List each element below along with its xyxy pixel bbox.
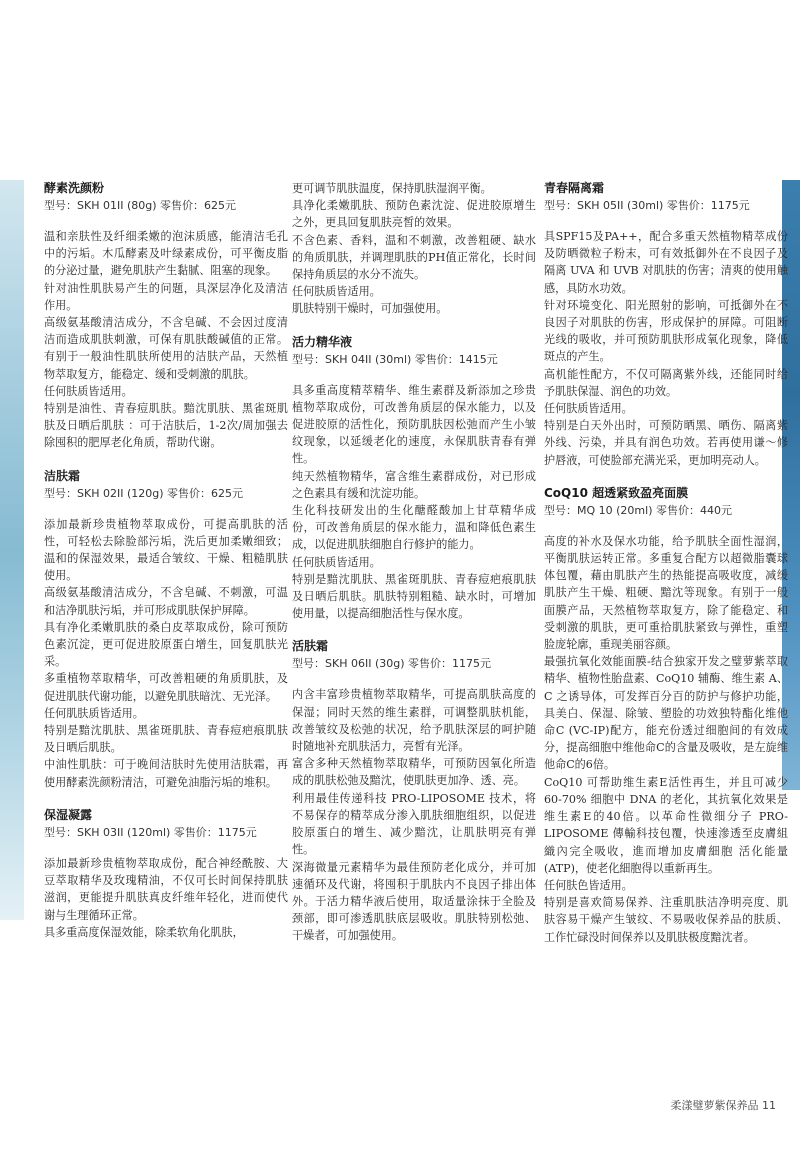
product-paragraph: 任何肤质皆适用。 <box>544 402 633 416</box>
product-meta: 型号：SKH 06II (30g) 零售价：1175元 <box>292 657 491 671</box>
product-paragraph: 肌肤特别干燥时，可加强使用。 <box>292 302 448 316</box>
product-paragraph: 不含色素、香料，温和不刺激，改善粗硬、缺水的角质肌肤，并调理肌肤的PH值正常化，长时间保持角质层的水分不流失。 <box>292 233 536 282</box>
product-meta: 型号：SKH 01II (80g) 零售价：625元 <box>44 199 236 212</box>
product-paragraph: 具多重高度保湿效能，除柔软角化肌肤， <box>44 925 244 939</box>
product-paragraph: 多重植物萃取精华，可改善粗硬的角质肌肤，及促进肌肤代谢功能，以避免肌肤暗沈、无光泽。 <box>44 672 288 703</box>
product-paragraph: 高级氨基酸清洁成分，不含皂碱、不会因过度清洁而造成肌肤刺激，可保有肌肤酸碱值的正常。有别于一般油性肌肤所使用的洁肤产品，天然植物萃取复方，能稳定、缓和受刺激的肌肤。 <box>44 316 288 381</box>
product-cleansing-cream <box>44 468 288 791</box>
product-title: 青春隔离霜 <box>544 181 605 195</box>
product-paragraph: 富含多种天然植物萃取精华，可预防因氧化所造成的肌肤松弛及黯沈，使肌肤更加净、透、亮。 <box>292 757 536 788</box>
product-paragraph: 具SPF15及PA++，配合多重天然植物精萃成份及防晒微粒子粉末，可有效抵御外在不良因子及隔离 UVA 和 UVB 对肌肤的伤害；清爽的使用触感，具防水功效。 <box>544 230 788 295</box>
product-title: 活肤霜 <box>292 639 329 654</box>
product-paragraph: 任何肤色皆适用。 <box>544 878 633 892</box>
product-moisture-gel <box>44 807 288 941</box>
product-paragraph: 最强抗氧化效能面膜-结合独家开发之璧萝紫萃取精华、植物性胎盘素、CoQ10 辅酶、维生素 A、C 之诱导体，可发挥百分百的防护与修护功能，具美白、保湿、除皱、塑脸的功效独特酯化维他命C (VC-IP)配方，能充份透过细胞间的有效成分，提高细胞中维他命C的含量及吸收，是左旋维他命C的6倍。 <box>544 655 788 772</box>
product-title: 活力精华液 <box>292 334 353 349</box>
product-paragraph: 针对油性肌肤易产生的问题，具深层净化及清洁作用。 <box>44 281 288 312</box>
product-paragraph: 纯天然植物精华，富含维生素群成份，对已形成之色素具有缓和沈淀功能。 <box>292 469 536 500</box>
product-paragraph: 具多重高度精萃精华、维生素群及新添加之珍贵植物萃取成份，可改善角质层的保水能力，以及促进胶原的活性化，预防肌肤因松弛而产生小皱纹现象，以延缓老化的速度，永保肌肤青春有弹性。 <box>292 383 536 466</box>
product-paragraph: 具净化柔嫩肌肤、预防色素沈淀、促进胶原增生之外，更具回复肌肤亮皙的效果。 <box>292 199 536 230</box>
product-paragraph: 特别是油性、青春痘肌肤。黯沈肌肤、黑雀斑肌肤及日晒后肌肤 ：可于洁肤后，1-2次/周加强去除囤积的肥厚老化角质，帮助代谢。 <box>44 402 288 450</box>
column-middle <box>292 180 536 945</box>
column-right <box>544 180 788 946</box>
product-paragraph: 内含丰富珍贵植物萃取精华，可提高肌肤高度的保湿；同时天然的维生素群，可调整肌肤机能，改善皱纹及松弛的状况，给予肌肤深层的呵护随时随地补充肌肤活力，亮皙有光泽。 <box>292 688 536 754</box>
product-paragraph: 特别是白天外出时，可预防晒黑、晒伤、隔离紫外线、污染，并具有润色功效。若再使用谦～修护唇液，可使脸部充满光采，更加明亮动人。 <box>544 419 788 467</box>
product-coq10-mask <box>544 485 788 946</box>
footer-brand: 柔漾璧萝紫保养品 <box>670 1099 759 1112</box>
product-paragraph: 高度的补水及保水功能，给予肌肤全面性湿润，平衡肌肤运转正常。多重复合配方以超微脂囊球体包覆，藉由肌肤产生的热能提高吸收度，减缓肌肤产生干燥、粗硬、黯沈等现象。有别于一般面膜产品，天然植物萃取复方，除了能稳定、和受刺激的肌肤，更可重拾肌肤紧致与弹性，重塑脸庞轮廓，重现美丽容颜。 <box>544 534 788 652</box>
product-moisture-gel-continued <box>292 180 536 318</box>
product-paragraph: 具有净化柔嫩肌肤的桑白皮萃取成份，除可预防色素沉淀，更可促进胶原蛋白增生，回复肌肤光采。 <box>44 620 288 669</box>
product-paragraph: 任何肤质皆适用。 <box>292 555 381 569</box>
product-paragraph: 添加最新珍贵植物萃取成份，可提高肌肤的活性，可轻松去除脸部污垢，洗后更加柔嫩细致；温和的保湿效果，最适合皱纹、干燥、粗糙肌肤使用。 <box>44 517 288 583</box>
product-paragraph: 任何肌肤质皆适用。 <box>44 706 144 720</box>
product-paragraph: 中油性肌肤：可于晚间洁肤时先使用洁肤霜，再使用酵素洗颜粉清洁，可避免油脂污垢的堆积。 <box>44 758 288 789</box>
product-title: 保湿凝露 <box>44 807 93 822</box>
product-vital-essence <box>292 334 536 623</box>
product-paragraph: 特别是喜欢简易保养、注重肌肤洁净明亮度、肌肤容易干燥产生皱纹、不易吸收保养品的肤质、工作忙碌没时间保养以及肌肤极度黯沈者。 <box>544 896 788 944</box>
product-meta: 型号：SKH 02II (120g) 零售价：625元 <box>44 486 243 500</box>
product-paragraph: 特别是黯沈肌肤、黑雀斑肌肤、青春痘疤痕肌肤及日晒后肌肤。 <box>44 724 288 755</box>
page-number: 11 <box>762 1099 776 1112</box>
product-paragraph: 更可调节肌肤温度，保持肌肤湿润平衡。 <box>292 182 492 195</box>
product-paragraph: 针对环境变化、阳光照射的影响，可抵御外在不良因子对肌肤的伤害，形成保护的屏障。可阻断光线的吸收，并可预防肌肤形成氧化现象，降低斑点的产生。 <box>544 298 788 364</box>
product-paragraph: 特别是黯沈肌肤、黑雀斑肌肤、青春痘疤痕肌肤及日晒后肌肤。肌肤特别粗糙、缺水时，可增加使用量，以提高细胞活性与保水度。 <box>292 572 536 621</box>
product-enzyme-powder <box>44 180 288 452</box>
product-paragraph: CoQ10 可帮助维生素E活性再生，并且可减少 60-70% 细胞中 DNA 的老化，其抗氧化效果是维生素E的40倍。以革命性微细分子 PRO-LIPOSOME 傳輸科技包覆，快速滲透至皮膚組織內完全吸收，進而增加皮膚細胞 活化能量(ATP)，使老化細胞得以重新再生。 <box>544 775 788 875</box>
product-meta: 型号：MQ 10 (20ml) 零售价：440元 <box>544 503 732 517</box>
product-title: 洁肤霜 <box>44 468 81 483</box>
page-footer <box>671 1097 777 1113</box>
product-paragraph: 深海微量元素精华为最佳预防老化成分，并可加速循环及代谢，将囤积于肌肤内不良因子排出体外。于活力精华液后使用，取适量涂抹于全脸及颈部，即可渗透肌肤底层吸收。肌肤特别松弛、干燥者，可加强使用。 <box>292 860 536 943</box>
product-paragraph: 高级氨基酸清洁成分，不含皂碱、不刺激，可温和洁净肌肤污垢，并可形成肌肤保护屏障。 <box>44 586 288 617</box>
left-edge-decoration <box>0 180 24 920</box>
product-meta: 型号：SKH 03II (120ml) 零售价：1175元 <box>44 825 257 839</box>
product-paragraph: 添加最新珍贵植物萃取成份，配合神经酰胺、大豆萃取精华及玫瑰精油，不仅可长时间保持肌肤滋润，更能提升肌肤真皮纤维年轻化，进而使代谢与生理循环正常。 <box>44 856 288 922</box>
product-paragraph: 任何肤质皆适用。 <box>44 384 133 398</box>
product-vital-cream <box>292 638 536 944</box>
product-title: 酵素洗颜粉 <box>44 181 105 195</box>
product-meta: 型号：SKH 04II (30ml) 零售价：1415元 <box>292 352 498 366</box>
product-paragraph: 利用最佳传递科技 PRO-LIPOSOME 技术，将不易保存的精萃成分渗入肌肤细胞组织，以促进胶原蛋白的增生、减少黯沈，让肌肤明亮有弹性。 <box>292 791 536 857</box>
product-paragraph: 温和亲肤性及纤细柔嫩的泡沫质感，能清洁毛孔中的污垢。木瓜酵素及叶绿素成份，可平衡皮脂的分泌过量，避免肌肤产生黏腻、阻塞的现象。 <box>44 230 288 278</box>
product-paragraph: 任何肤质皆适用。 <box>292 285 381 299</box>
product-paragraph: 生化科技研发出的生化醣醛酸加上甘草精华成份，可改善角质层的保水能力，温和降低色素生成，以促进肌肤细胞自行修护的能力。 <box>292 504 536 552</box>
product-paragraph: 高机能性配方，不仅可隔离紫外线，还能同时给予肌肤保湿、润色的功效。 <box>544 367 788 398</box>
product-meta: 型号：SKH 05II (30ml) 零售价：1175元 <box>544 199 750 212</box>
column-left <box>44 180 288 941</box>
product-title: CoQ10 超透紧致盈亮面膜 <box>544 485 689 500</box>
product-sunscreen <box>544 180 788 469</box>
